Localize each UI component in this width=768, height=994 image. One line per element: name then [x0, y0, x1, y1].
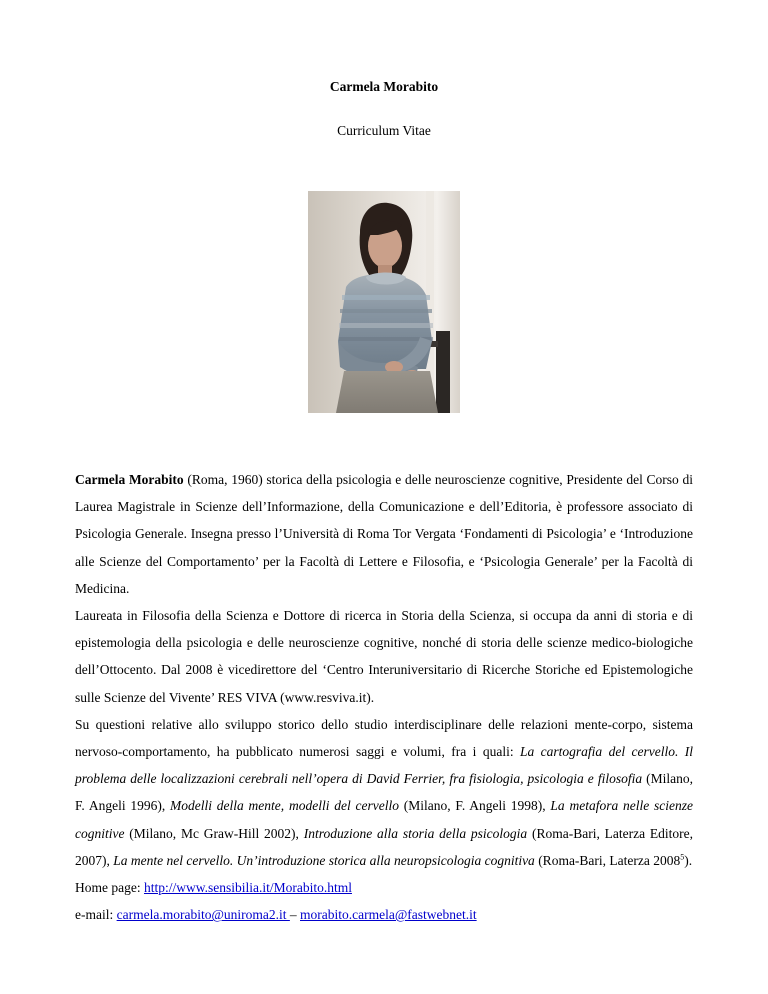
email-line	[75, 901, 693, 928]
book-title-5: La mente nel cervello. Un’introduzione storica alla neuropsicologia cognitiva	[113, 852, 535, 868]
book-pub-3: (Milano, Mc Graw-Hill 2002),	[124, 825, 304, 841]
book-pub-5-end: ).	[684, 852, 693, 868]
book-pub-2: (Milano, F. Angeli 1998),	[398, 798, 551, 814]
email-label: e-mail:	[75, 907, 117, 923]
book-pub-1: (Milano, F. Angeli 1996),	[75, 771, 693, 814]
bio-paragraph-1	[75, 466, 693, 602]
publications-intro: Su questioni relative allo sviluppo storico dello studio interdisciplinare delle relazioni mente-corpo, sistema nervoso-comportamento, ha pubblicato numerosi saggi e volumi, fra i quali:	[75, 716, 693, 760]
book-pub-5: (Roma-Bari, Laterza 2008	[534, 852, 681, 868]
page-subtitle: Curriculum Vitae	[337, 123, 431, 138]
book-title-1: La cartografia del cervello. Il problema delle localizzazioni cerebrali nell’opera di David Ferrier, fra fisiologia, psicologia e filosofia	[75, 744, 693, 787]
book-pub-4: (Roma-Bari, Laterza Editore, 2007),	[75, 825, 694, 868]
bio-paragraph-1-text: (Roma, 1960) storica della psicologia e delle neuroscienze cognitive, Presidente del Corso di Laurea Magistrale in Scienze dell’Informazione, della Comunicazione e dell’Editoria, è professore associato di Psicologia Generale. Insegna presso l’Università di Roma Tor Vergata ‘Fondamenti di Psicologia’ e ‘Introduzione alle Scienze del Comportamento’ per la Facoltà di Lettere e Filosofia, e ‘Psicologia Generale’ per la Facoltà di Medicina.	[75, 472, 694, 596]
book-title-3: La metafora nelle scienze cognitive	[75, 798, 693, 841]
bio-name: Carmela Morabito	[75, 472, 184, 487]
home-page-link[interactable]: http://www.sensibilia.it/Morabito.html	[143, 880, 352, 896]
page-title: Carmela Morabito	[329, 79, 439, 94]
book-title-4: Introduzione alla storia della psicologia	[303, 825, 528, 841]
home-page-label: Home page:	[75, 880, 144, 896]
bio-paragraph-3	[75, 711, 693, 874]
email-link-2[interactable]: morabito.carmela@fastwebnet.it	[300, 907, 477, 923]
home-page-line	[75, 874, 693, 901]
email-link-1[interactable]: carmela.morabito@uniroma2.it	[116, 907, 290, 923]
biography	[75, 466, 693, 928]
portrait-photo	[308, 191, 460, 413]
bio-paragraph-2: Laureata in Filosofia della Scienza e Dottore di ricerca in Storia della Scienza, si occupa da anni di storia e di epistemologia della psicologia e delle neuroscienze cognitive, nonché di storia delle scienze medico-biologiche dell’Ottocento. Dal 2008 è vicedirettore del ‘Centro Interuniversitario di Ricerche Storiche ed Epistemologiche sulle Scienze del Vivente’ RES VIVA (www.resviva.it).	[75, 608, 693, 705]
edition-superscript: 5	[680, 852, 685, 862]
email-separator: –	[289, 907, 300, 923]
book-title-2: Modelli della mente, modelli del cervello	[170, 798, 399, 814]
